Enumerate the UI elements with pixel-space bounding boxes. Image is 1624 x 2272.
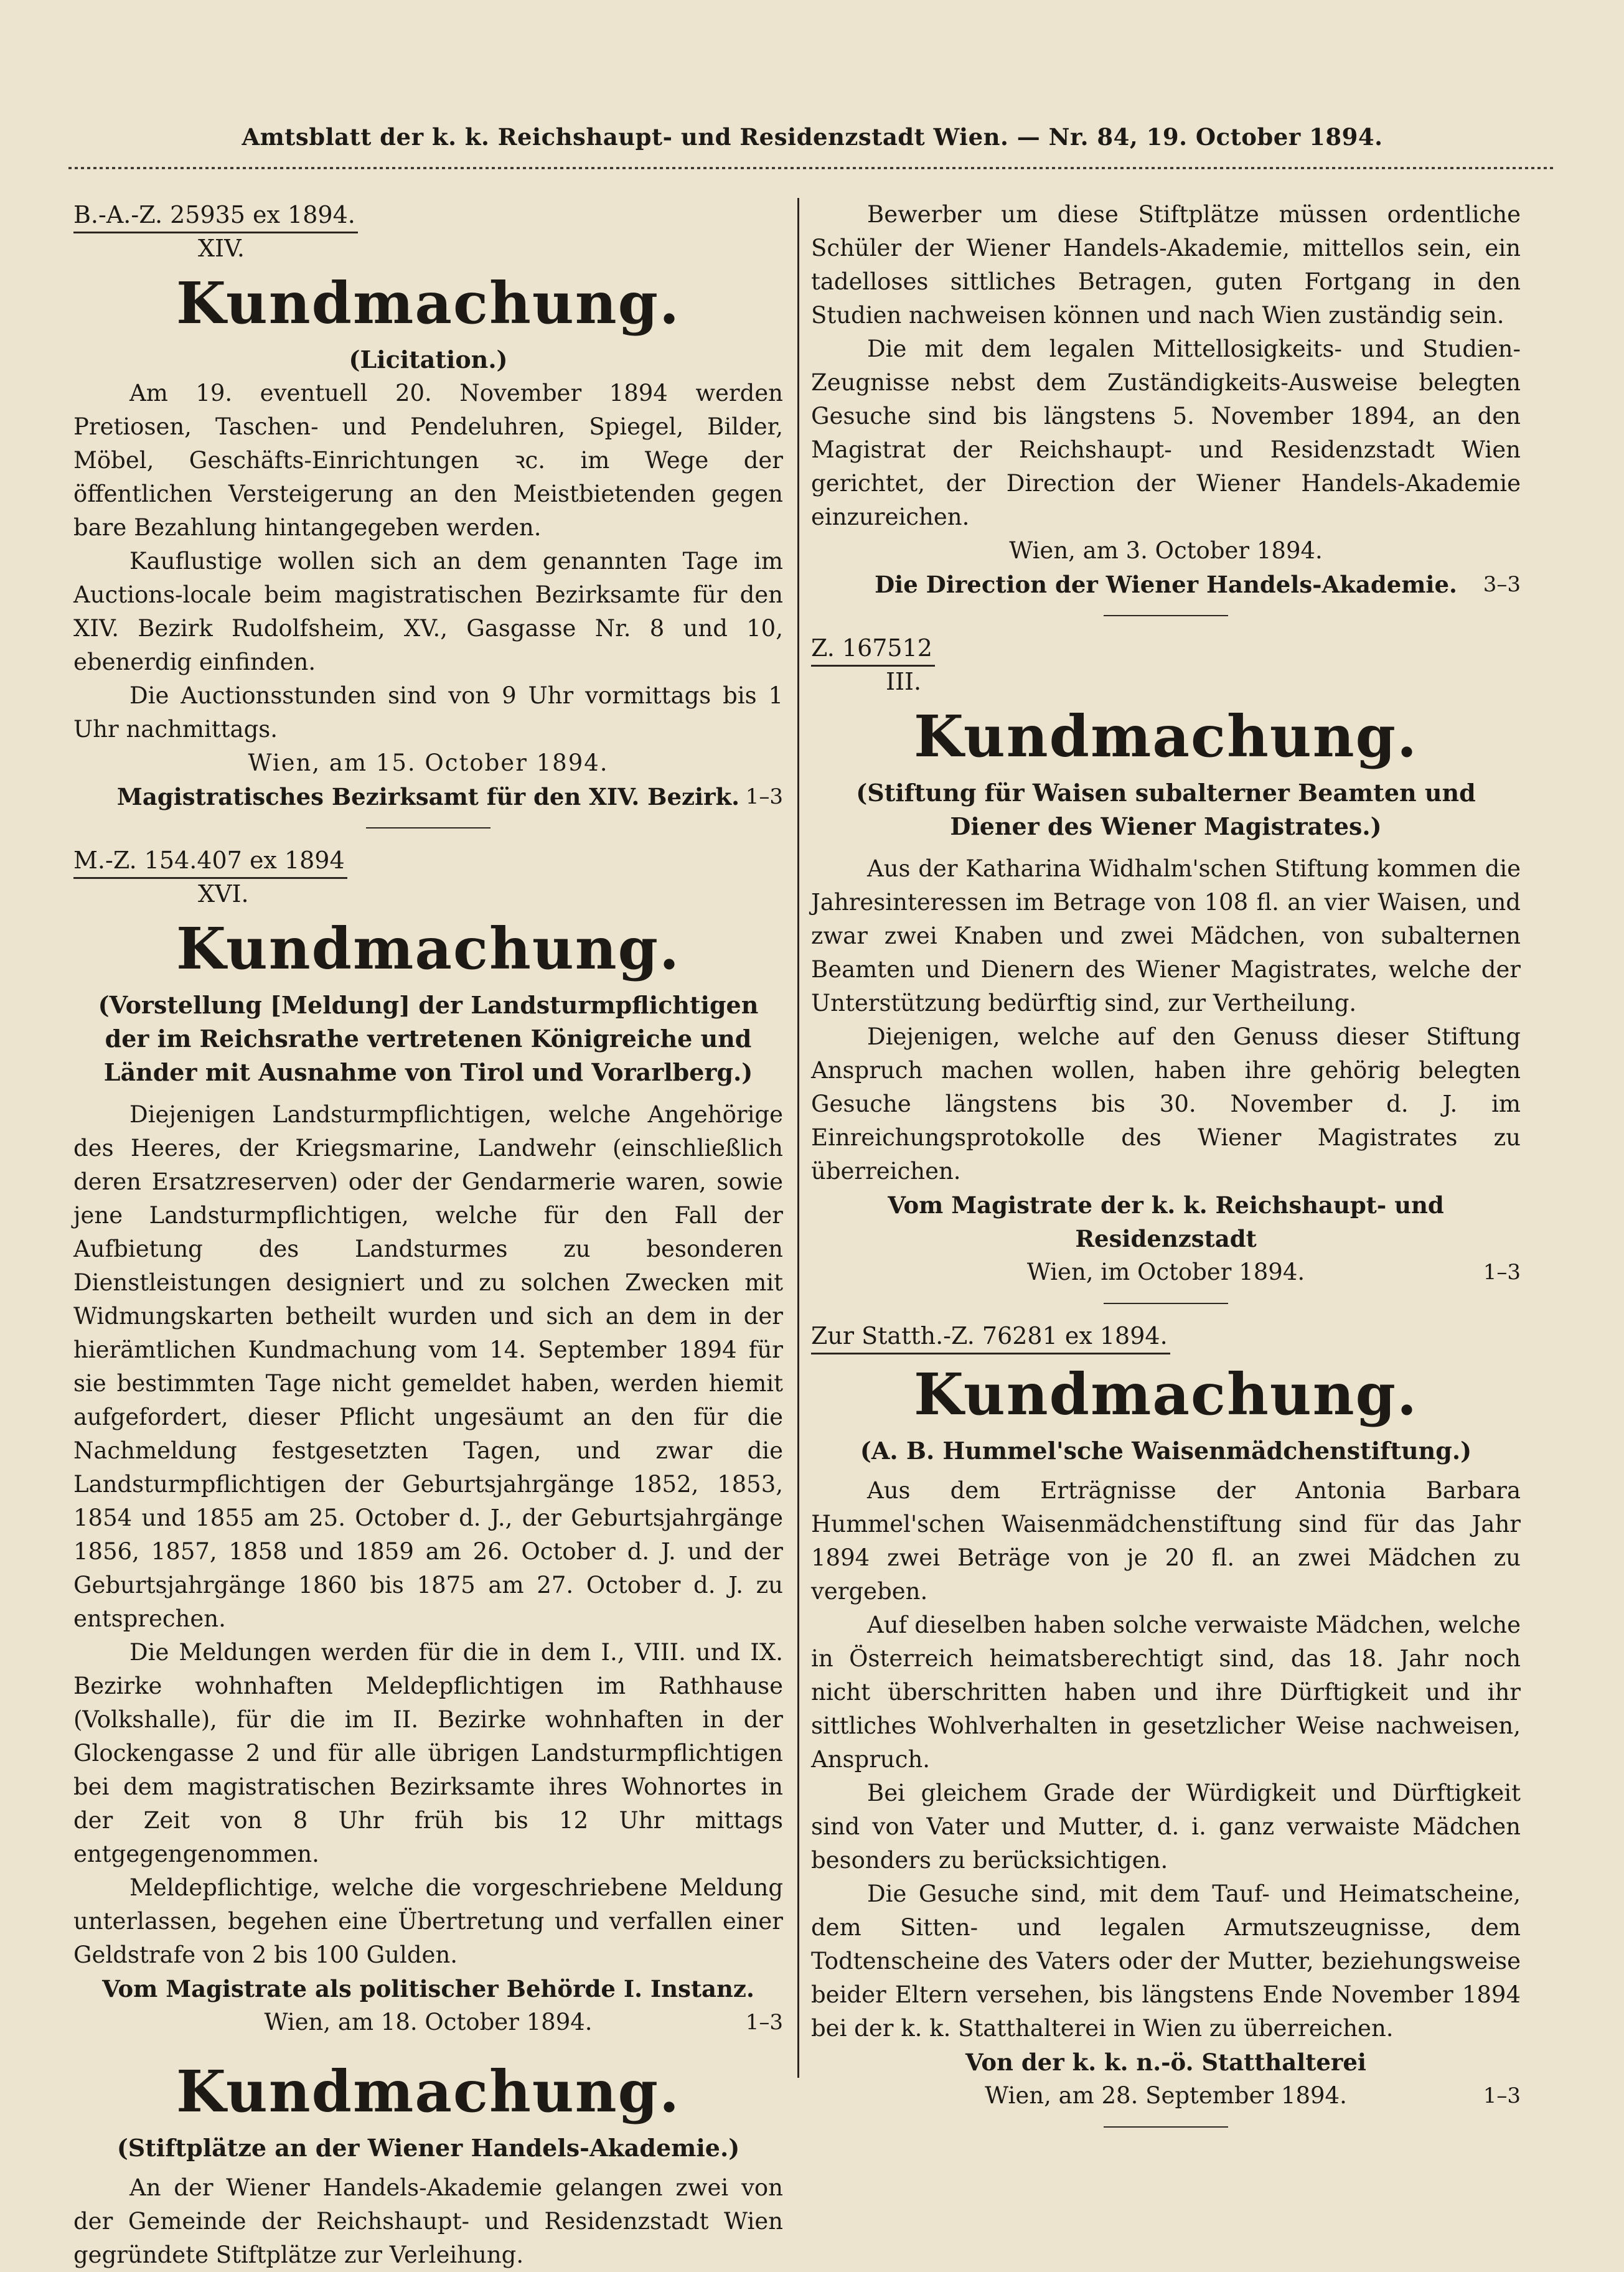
header-wavy-rule [68,163,1556,173]
issue-number: 1–3 [1483,2083,1521,2108]
column-divider [797,198,799,2078]
signature: Die Direction der Wiener Handels-Akademie. [875,571,1457,598]
notice-paragraph: Die Auctionsstunden sind von 9 Uhr vormittags bis 1 Uhr nachmittags. [73,682,783,743]
notice-subtitle: (Stiftung für Waisen subalterner Beamten und Diener des Wiener Magistrates.) [856,779,1476,840]
notice-ref: B.-A.-Z. 25935 ex 1894. [73,198,358,233]
notice-handelsakademie-cont [811,198,1521,616]
notice-paragraph: Aus dem Erträgnisse der Antonia Barbara Hummel'schen Waisenmädchenstiftung sind für das Jahr 1894 zwei Beträge von je 20 fl. an zwei Mädchen zu vergeben. [811,1477,1521,1605]
notice-licitation [73,198,783,829]
notice-paragraph: Die Gesuche sind, mit dem Tauf- und Heimatscheine, dem Sitten- und legalen Armutszeugnisse, dem Todtenscheine des Vaters oder der Mutter, beziehungsweise beider Eltern versehen, bis längstens Ende November 1894 bei der k. k. Statthalterei in Wien zu überreichen. [811,1880,1521,2042]
notice-landsturm [73,843,783,2039]
notice-ref: M.-Z. 154.407 ex 1894 [73,843,347,879]
notice-paragraph: Diejenigen, welche auf den Genuss dieser Stiftung Anspruch machen wollen, haben ihre gehörig belegten Gesuche längstens bis 30. November d. J. im Einreichungsprotokolle des Wiener Magistrates zu überreichen. [811,1023,1521,1185]
issue-number: 1–3 [1483,1260,1521,1285]
signature-line [73,780,783,814]
notice-subtitle: (Vorstellung [Meldung] der Landsturmpflichtigen der im Reichsrathe vertretenen Königreiche und Länder mit Ausnahme von Tirol und Vorarlberg.) [98,991,759,1086]
section-divider [1104,2126,1228,2128]
issue-number: 3–3 [1483,572,1521,597]
notice-ref: Zur Statth.-Z. 76281 ex 1894. [811,1319,1170,1354]
signature: Vom Magistrate der k. k. Reichshaupt- und Residenzstadt [888,1191,1444,1252]
issue-number: 1–3 [745,784,783,809]
page-header: Amtsblatt der k. k. Reichshaupt- und Residenzstadt Wien. — Nr. 84, 19. October 1894. [242,123,1383,151]
notice-paragraph: Die mit dem legalen Mittellosigkeits- und Studien-Zeugnisse nebst dem Zuständigkeits-Ausweise belegten Gesuche sind bis längstens 5. November 1894, an den Magistrat der Reichshaupt- und Residenzstadt Wien gerichtet, der Direction der Wiener Handels-Akademie einzureichen. [811,336,1521,530]
left-column [73,198,783,2272]
section-divider [1104,615,1228,616]
notice-paragraph: Bei gleichem Grade der Würdigkeit und Dürftigkeit sind von Vater und Mutter, d. i. ganz verwaiste Mädchen besonders zu berücksichtigen. [811,1780,1521,1874]
district-number: XVI. [198,880,249,908]
notice-hummel-stiftung [811,1319,1521,2128]
notice-title: Kundmachung. [176,915,681,982]
right-column [811,198,1521,2143]
notice-handelsakademie [73,2054,783,2272]
date-line [73,2006,783,2039]
notice-paragraph: Am 19. eventuell 20. November 1894 werden Pretiosen, Taschen- und Pendeluhren, Spiegel, Bilder, Möbel, Geschäfts-Einrichtungen ꝛc. im Wege der öffentlichen Versteigerung an den Meistbietenden gegen bare Bezahlung hintangegeben werden. [73,380,783,541]
notice-paragraph: Kauflustige wollen sich an dem genannten Tage im Auctions-locale beim magistratischen Bezirksamte für den XIV. Bezirk Rudolfsheim, XV., Gasgasse Nr. 8 und 10, ebenerdig einfinden. [73,548,783,675]
notice-subtitle: (Licitation.) [349,345,508,373]
notice-paragraph: Bewerber um diese Stiftplätze müssen ordentliche Schüler der Wiener Handels-Akademie, mittellos sein, ein tadelloses sittliches Betragen, guten Fortgang in den Studien nachweisen können und nach Wien zuständig sein. [811,201,1521,329]
signature: Vom Magistrate als politischer Behörde I. Instanz. [102,1975,754,2002]
issue-number: 1–3 [745,2010,783,2035]
notice-paragraph: Die Meldungen werden für die in dem I., VIII. und IX. Bezirke wohnhaften Meldepflichtigen im Rathhause (Volkshalle), für die im II. Bezirke wohnhaften in der Glockengasse 2 und für alle übrigen Landsturmpflichtigen bei dem magistratischen Bezirksamte ihres Wohnortes in der Zeit von 8 Uhr früh bis 12 Uhr mittags entgegengenommen. [73,1639,783,1867]
notice-paragraph: Meldepflichtige, welche die vorgeschriebene Meldung unterlassen, begehen eine Übertretung und verfallen einer Geldstrafe von 2 bis 100 Gulden. [73,1874,783,1968]
notice-title: Kundmachung. [913,1361,1419,1428]
section-divider [1104,1303,1228,1304]
notice-title: Kundmachung. [176,2058,681,2125]
district-number: XIV. [198,235,245,262]
notice-widhalm-stiftung [811,631,1521,1304]
place-date: Wien, am 3. October 1894. [1009,537,1323,564]
place-date: Wien, am 28. September 1894. [985,2082,1347,2109]
signature: Magistratisches Bezirksamt für den XIV. Bezirk. [116,783,740,810]
place-date: Wien, am 18. October 1894. [264,2009,593,2035]
notice-paragraph: Auf dieselben haben solche verwaiste Mädchen, welche in Österreich heimatsberechtigt sind, das 18. Jahr noch nicht überschritten haben und ihre Dürftigkeit und ihr sittliches Wohlverhalten in gesetzlicher Weise nachweisen, Anspruch. [811,1612,1521,1773]
place-date: Wien, am 15. October 1894. [248,749,609,776]
district-number: III. [886,668,922,695]
notice-title: Kundmachung. [176,270,681,337]
notice-paragraph: Diejenigen Landsturmpflichtigen, welche Angehörige des Heeres, der Kriegsmarine, Landwehr (einschließlich deren Ersatzreserven) oder der Gendarmerie waren, sowie jene Landsturmpflichtigen, welche für den Fall der Aufbietung des Landsturmes zu besonderen Dienstleistungen designiert und zu solchen Zwecken mit Widmungskarten betheilt wurden und sich an dem in der hierämtlichen Kundmachung vom 14. September 1894 für sie bestimmten Tage nicht gemeldet haben, werden hiemit aufgefordert, dieser Pflicht ungesäumt an den für die Nachmeldung festgesetzten Tagen, und zwar die Landsturmpflichtigen der Geburtsjahrgänge 1852, 1853, 1854 und 1855 am 25. October d. J., der Geburtsjahrgänge 1856, 1857, 1858 und 1859 am 26. October d. J. und der Geburtsjahrgänge 1860 bis 1875 am 27. October d. J. zu entsprechen. [73,1101,783,1632]
notice-subtitle: (A. B. Hummel'sche Waisenmädchenstiftung.) [860,1437,1472,1465]
notice-subtitle: (Stiftplätze an der Wiener Handels-Akademie.) [116,2134,740,2162]
section-divider [366,827,490,829]
date-line [811,1256,1521,1289]
signature-line [811,568,1521,601]
date-line [811,2079,1521,2113]
signature: Von der k. k. n.-ö. Statthalterei [965,2049,1366,2076]
place-date: Wien, im October 1894. [1026,1259,1305,1285]
notice-title: Kundmachung. [913,703,1419,770]
notice-paragraph: Aus der Katharina Widhalm'schen Stiftung kommen die Jahresinteressen im Betrage von 108 fl. an vier Waisen, und zwar zwei Knaben und zwei Mädchen, von subalternen Beamten und Dienern des Wiener Magistrates, welche der Unterstützung bedürftig sind, zur Vertheilung. [811,855,1521,1016]
notice-paragraph: An der Wiener Handels-Akademie gelangen zwei von der Gemeinde der Reichshaupt- und Residenzstadt Wien gegründete Stiftplätze zur Verleihung. [73,2174,783,2268]
notice-ref: Z. 167512 [811,631,935,667]
